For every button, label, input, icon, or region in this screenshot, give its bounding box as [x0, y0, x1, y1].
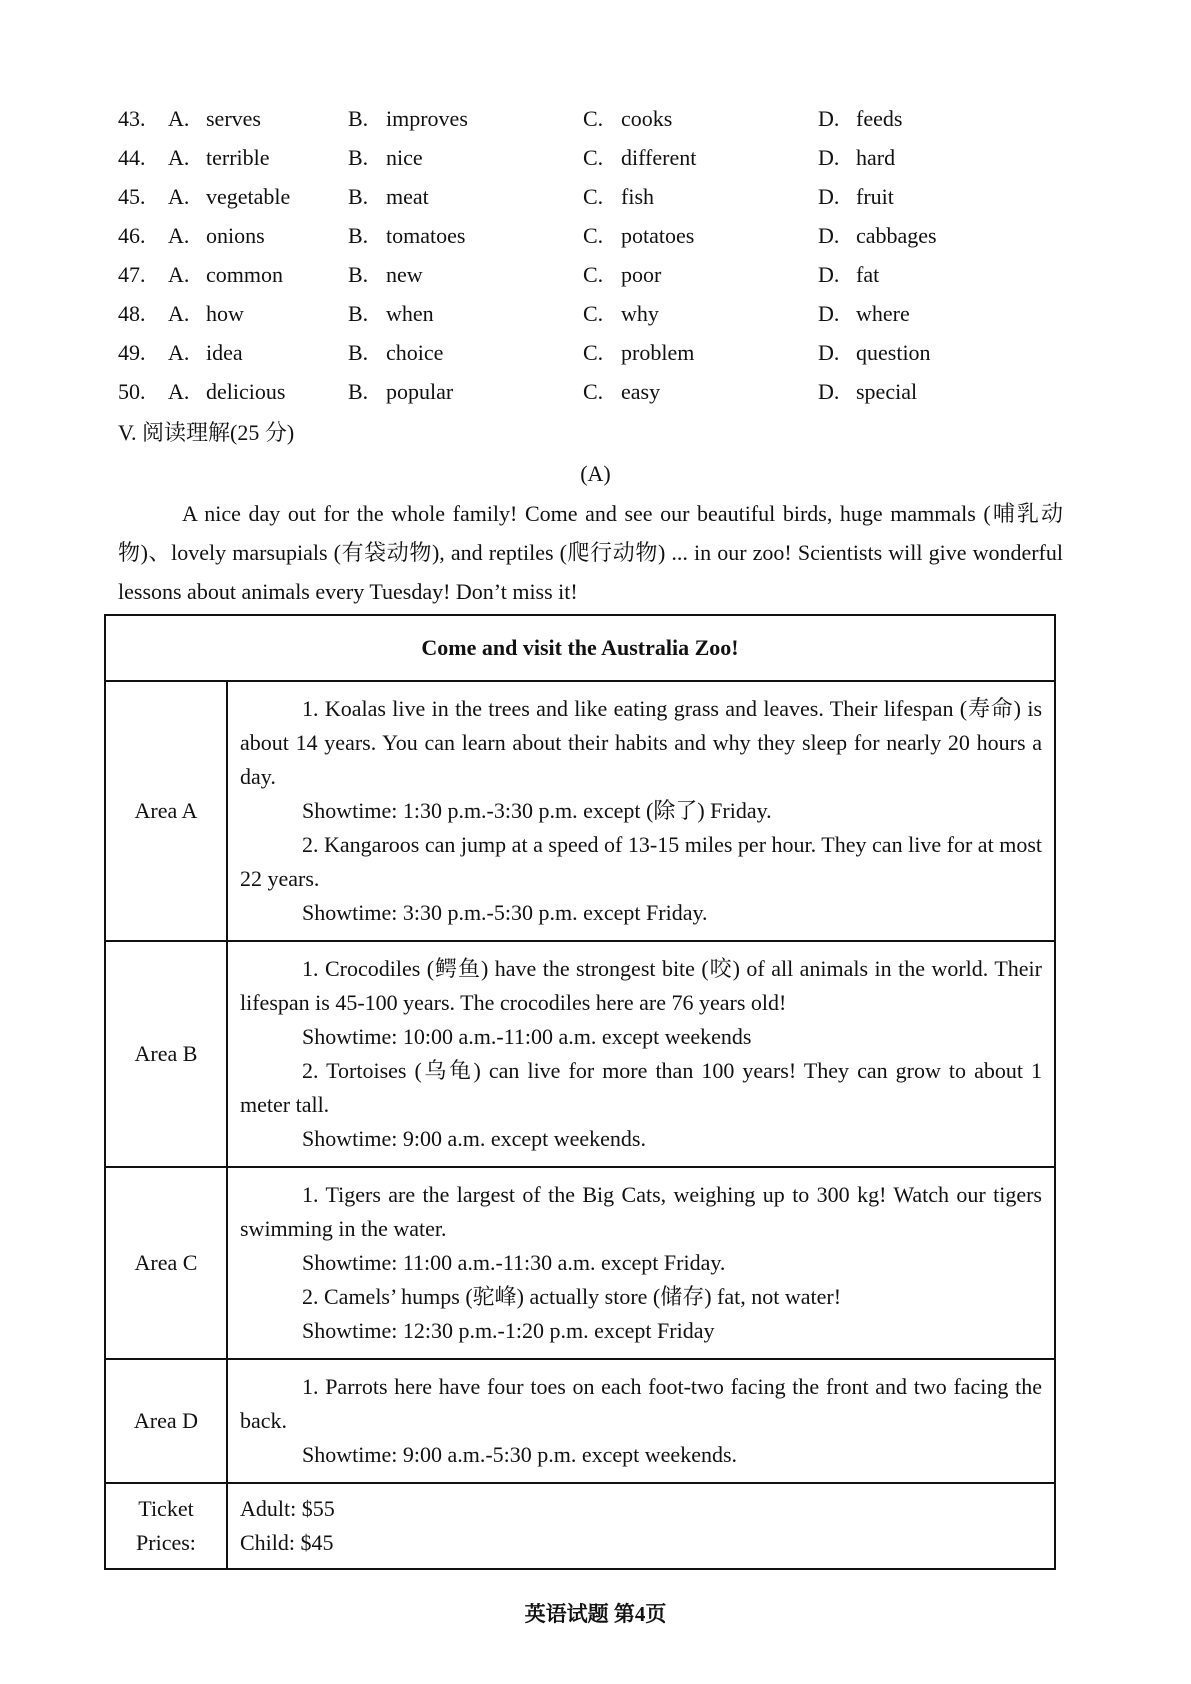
area-description: [227, 941, 1055, 1167]
option: 45. A. vegetable: [118, 182, 348, 213]
question-row: [118, 373, 978, 412]
area-row: [105, 1167, 1055, 1359]
showtime-line: Showtime: 12:30 p.m.-1:20 p.m. except Friday: [302, 1318, 715, 1343]
showtime-line: Showtime: 3:30 p.m.-5:30 p.m. except Friday.: [302, 900, 708, 925]
option: B. meat: [348, 184, 429, 210]
animal-fact: 2. Camels’ humps (驼峰) actually store (储存) fat, not water!: [302, 1284, 842, 1309]
question-number: 46.: [118, 223, 146, 249]
ticket-prices-row: [105, 1483, 1055, 1569]
option: D. feeds: [818, 106, 903, 132]
option: B. popular: [348, 379, 454, 405]
area-name: Area D: [105, 1359, 227, 1483]
question-row: [118, 334, 978, 373]
option: D. question: [818, 340, 931, 366]
option: D. special: [818, 379, 918, 405]
child-price: Child: $45: [240, 1530, 334, 1555]
passage-label: (A): [580, 461, 611, 486]
animal-fact: 1. Parrots here have four toes on each foot-two facing the front and two facing the back.: [240, 1374, 1042, 1433]
ticket-label-line: Prices:: [136, 1530, 196, 1555]
option: 49. A. idea: [118, 338, 348, 369]
option: D. hard: [818, 145, 896, 171]
question-row: [118, 256, 978, 295]
table-title-row: [105, 615, 1055, 681]
multiple-choice-options: [118, 100, 978, 412]
option: B. nice: [348, 145, 423, 171]
question-number: 49.: [118, 340, 146, 366]
question-row: [118, 100, 978, 139]
option: C. cooks: [583, 106, 673, 132]
option: C. poor: [583, 262, 662, 288]
animal-fact: 1. Crocodiles (鳄鱼) have the strongest bite (咬) of all animals in the world. Their lifespan is 45-100 years. The crocodiles here are 76 years old!: [240, 956, 1042, 1015]
option: 44. A. terrible: [118, 143, 348, 174]
animal-fact: 1. Koalas live in the trees and like eating grass and leaves. Their lifespan (寿命) is about 14 years. You can learn about their habits and why they sleep for nearly 20 hours a day.: [240, 696, 1042, 789]
area-description: [227, 1359, 1055, 1483]
animal-fact: 2. Kangaroos can jump at a speed of 13-15 miles per hour. They can live for at most 22 years.: [240, 832, 1042, 891]
option: D. where: [818, 301, 910, 327]
option: B. choice: [348, 340, 444, 366]
ticket-prices-label: [105, 1483, 227, 1569]
showtime-line: Showtime: 9:00 a.m.-5:30 p.m. except weekends.: [302, 1442, 738, 1467]
animal-fact: 1. Tigers are the largest of the Big Cats, weighing up to 300 kg! Watch our tigers swimming in the water.: [240, 1182, 1042, 1241]
option: 47. A. common: [118, 260, 348, 291]
option: C. easy: [583, 379, 661, 405]
option: C. different: [583, 145, 697, 171]
option: C. potatoes: [583, 223, 695, 249]
option: C. fish: [583, 184, 654, 210]
zoo-info-table: [104, 614, 1056, 1570]
option: B. new: [348, 262, 423, 288]
option: 48. A. how: [118, 299, 348, 330]
ticket-label-line: Ticket: [138, 1496, 194, 1521]
question-number: 43.: [118, 106, 146, 132]
option: B. tomatoes: [348, 223, 466, 249]
option: 46. A. onions: [118, 221, 348, 252]
passage-intro: A nice day out for the whole family! Come and see our beautiful birds, huge mammals (哺乳动物)、lovely marsupials (有袋动物), and reptiles (爬行动物) ... in our zoo! Scientists will give wonderful lessons about animals every Tuesday! Don’t miss it!: [118, 501, 1063, 604]
option: 50. A. delicious: [118, 377, 348, 408]
table-title: Come and visit the Australia Zoo!: [105, 615, 1055, 681]
area-name: Area A: [105, 681, 227, 941]
showtime-line: Showtime: 10:00 a.m.-11:00 a.m. except weekends: [302, 1024, 752, 1049]
option: B. when: [348, 301, 434, 327]
option: 43. A. serves: [118, 104, 348, 135]
question-number: 50.: [118, 379, 146, 405]
area-description: [227, 1167, 1055, 1359]
option: C. why: [583, 301, 659, 327]
question-number: 44.: [118, 145, 146, 171]
question-number: 47.: [118, 262, 146, 288]
option: D. cabbages: [818, 223, 937, 249]
question-row: [118, 139, 978, 178]
area-name: Area B: [105, 941, 227, 1167]
area-row: [105, 1359, 1055, 1483]
area-description: [227, 681, 1055, 941]
adult-price: Adult: $55: [240, 1496, 335, 1521]
question-row: [118, 295, 978, 334]
showtime-line: Showtime: 1:30 p.m.-3:30 p.m. except (除了) Friday.: [302, 798, 772, 823]
question-number: 45.: [118, 184, 146, 210]
showtime-line: Showtime: 11:00 a.m.-11:30 a.m. except Friday.: [302, 1250, 726, 1275]
animal-fact: 2. Tortoises (乌龟) can live for more than 100 years! They can grow to about 1 meter tall.: [240, 1058, 1042, 1117]
showtime-line: Showtime: 9:00 a.m. except weekends.: [302, 1126, 646, 1151]
option: B. improves: [348, 106, 468, 132]
page-footer: 英语试题 第4页: [524, 1602, 667, 1626]
area-row: [105, 681, 1055, 941]
area-name: Area C: [105, 1167, 227, 1359]
option: D. fruit: [818, 184, 894, 210]
option: C. problem: [583, 340, 695, 366]
section-title: V. 阅读理解(25 分): [118, 420, 295, 445]
option: D. fat: [818, 262, 880, 288]
question-row: [118, 217, 978, 256]
question-number: 48.: [118, 301, 146, 327]
ticket-prices: [227, 1483, 1055, 1569]
question-row: [118, 178, 978, 217]
area-row: [105, 941, 1055, 1167]
